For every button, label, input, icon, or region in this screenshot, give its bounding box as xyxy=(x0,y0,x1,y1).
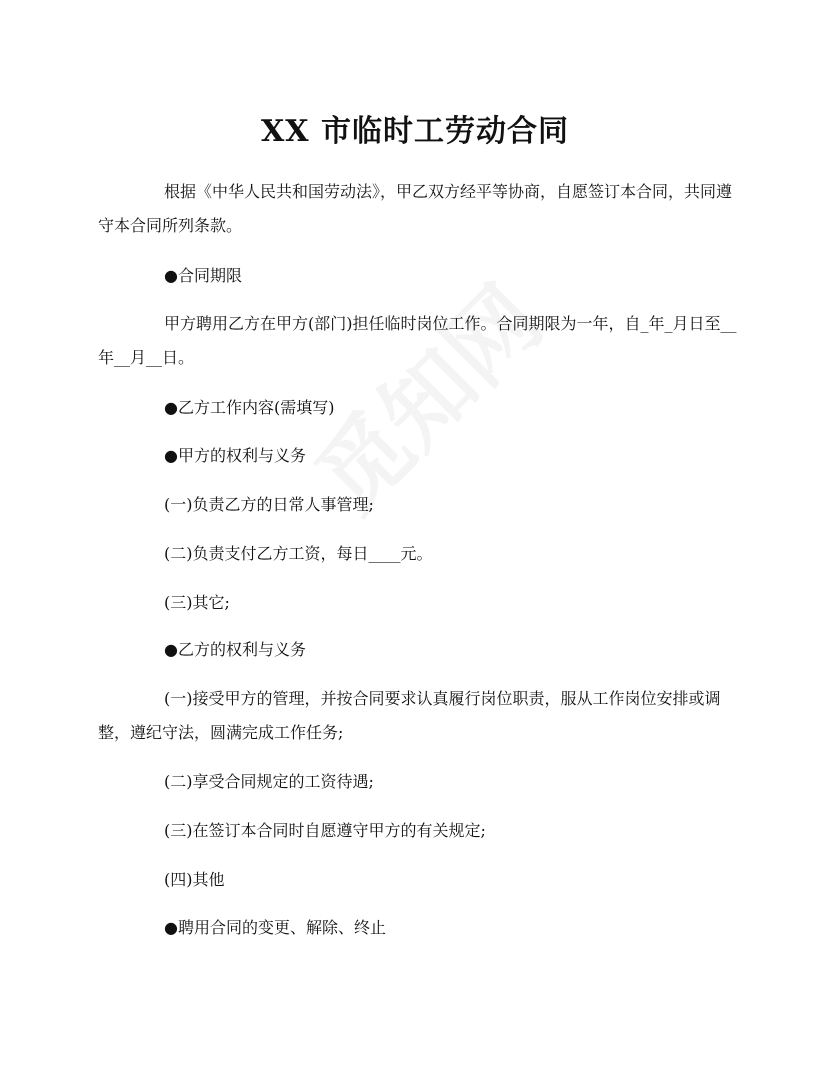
list-item: (二)享受合同规定的工资待遇; xyxy=(164,772,374,791)
section-party-b-heading: ●乙方的权利与义务 xyxy=(164,640,306,659)
section-work-heading: ●乙方工作内容(需填写) xyxy=(164,398,335,417)
section-term-heading: ●合同期限 xyxy=(164,266,242,285)
list-item: (二)负责支付乙方工资，每日____元。 xyxy=(164,544,433,563)
section-change-heading: ●聘用合同的变更、解除、终止 xyxy=(164,918,386,937)
list-item: (三)在签订本合同时自愿遵守甲方的有关规定; xyxy=(164,821,486,840)
list-item: (一)负责乙方的日常人事管理; xyxy=(164,495,374,514)
party-b-item-1: (一)接受甲方的管理，并按合同要求认真履行岗位职责，服从工作岗位安排或调整，遵纪守法，圆满完成工作任务; xyxy=(98,689,721,742)
document-title: XX 市临时工劳动合同 xyxy=(261,114,569,149)
section-party-a-heading: ●甲方的权利与义务 xyxy=(164,446,306,465)
term-paragraph: 甲方聘用乙方在甲方(部门)担任临时岗位工作。合同期限为一年，自_年_月日至__年__月__日。 xyxy=(98,314,737,367)
list-item: (四)其他 xyxy=(164,870,225,889)
list-item: (三)其它; xyxy=(164,593,230,612)
intro-paragraph: 根据《中华人民共和国劳动法》，甲乙双方经平等协商，自愿签订本合同，共同遵守本合同所列条款。 xyxy=(98,182,733,235)
